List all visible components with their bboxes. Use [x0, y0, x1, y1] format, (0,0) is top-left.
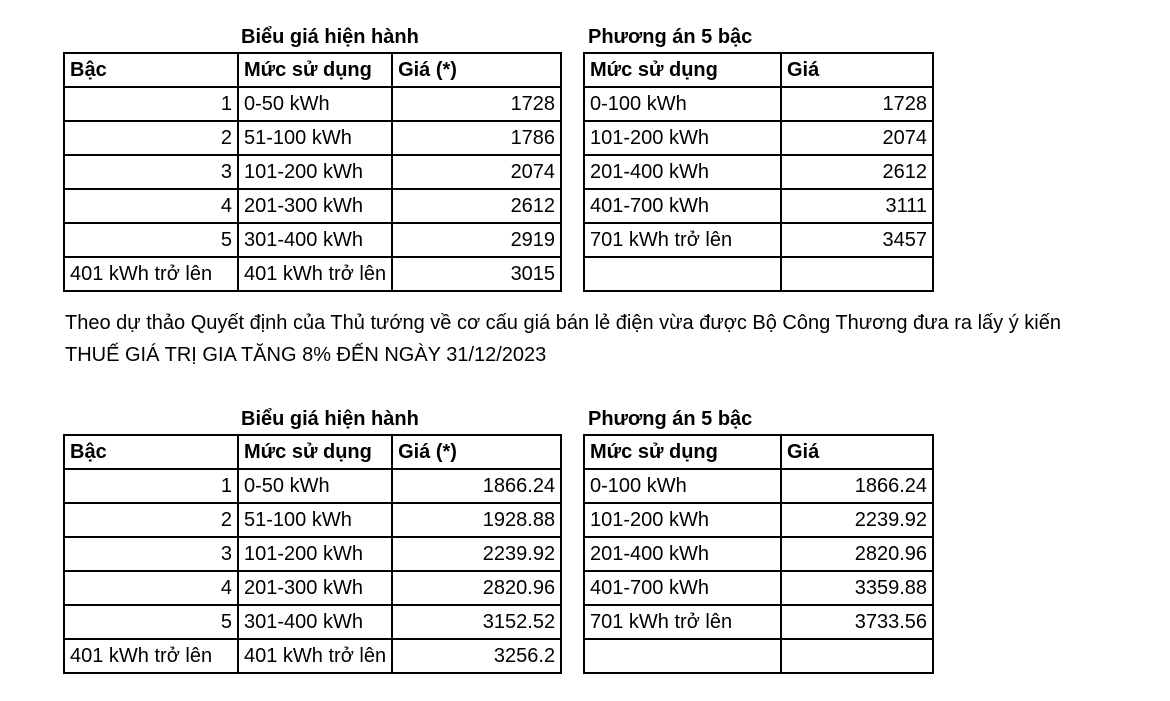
- table-cell: 101-200 kWh: [584, 121, 781, 155]
- column-header: Bậc: [64, 53, 238, 87]
- table-cell: 3359.88: [781, 571, 933, 605]
- table-cell: 2612: [392, 189, 561, 223]
- table-row: [584, 571, 933, 605]
- column-header: Bậc: [64, 435, 238, 469]
- table-cell: 5: [64, 605, 238, 639]
- header-row: [64, 53, 561, 87]
- table-cell: 1: [64, 87, 238, 121]
- table-cell: 1866.24: [392, 469, 561, 503]
- table-cell: 3256.2: [392, 639, 561, 673]
- table-title-current-tariff: Biểu giá hiện hành: [241, 26, 419, 48]
- table-cell: 2239.92: [781, 503, 933, 537]
- table-cell: 1928.88: [392, 503, 561, 537]
- table-row: [584, 503, 933, 537]
- table-row: [584, 469, 933, 503]
- table-cell: 201-400 kWh: [584, 537, 781, 571]
- table-cell: [584, 257, 781, 291]
- table-cell: 3: [64, 155, 238, 189]
- table-cell: 5: [64, 223, 238, 257]
- table-cell: 51-100 kWh: [238, 503, 392, 537]
- column-header: Mức sử dụng: [238, 435, 392, 469]
- table-cell: 2820.96: [392, 571, 561, 605]
- table-row: [64, 87, 561, 121]
- table-cell: 401-700 kWh: [584, 189, 781, 223]
- table-cell: 4: [64, 189, 238, 223]
- table-cell: 401-700 kWh: [584, 571, 781, 605]
- table-cell: 301-400 kWh: [238, 605, 392, 639]
- header-row: [584, 53, 933, 87]
- table-row: [64, 605, 561, 639]
- table-row: [584, 639, 933, 673]
- table-row: [64, 155, 561, 189]
- table-row: [64, 189, 561, 223]
- column-header: Giá (*): [392, 53, 561, 87]
- table-cell: 2919: [392, 223, 561, 257]
- table-cell: 701 kWh trở lên: [584, 605, 781, 639]
- table-cell: 0-100 kWh: [584, 87, 781, 121]
- table-cell: 2: [64, 503, 238, 537]
- table-row: [64, 571, 561, 605]
- table-row: [64, 121, 561, 155]
- table-row: [584, 155, 933, 189]
- column-header: Mức sử dụng: [584, 435, 781, 469]
- header-row: [584, 435, 933, 469]
- table-cell: 201-300 kWh: [238, 189, 392, 223]
- table-cell: 1786: [392, 121, 561, 155]
- table-cell: 401 kWh trở lên: [64, 257, 238, 291]
- column-header: Mức sử dụng: [238, 53, 392, 87]
- table-row: [64, 469, 561, 503]
- five-tier-plan-table: [583, 52, 934, 292]
- table-row: [584, 223, 933, 257]
- note-draft-decision: Theo dự thảo Quyết định của Thủ tướng về cơ cấu giá bán lẻ điện vừa được Bộ Công Thương đưa ra lấy ý kiến: [65, 312, 1061, 334]
- table-cell: 1866.24: [781, 469, 933, 503]
- table-cell: 2074: [392, 155, 561, 189]
- table-row: [64, 537, 561, 571]
- table-cell: 2: [64, 121, 238, 155]
- table-row: [64, 223, 561, 257]
- table-row: [584, 87, 933, 121]
- table-cell: 4: [64, 571, 238, 605]
- table-cell: 3457: [781, 223, 933, 257]
- table-cell: [781, 639, 933, 673]
- column-header: Mức sử dụng: [584, 53, 781, 87]
- table-cell: 701 kWh trở lên: [584, 223, 781, 257]
- table-title-five-tier-plan-vat: Phương án 5 bậc: [588, 408, 753, 430]
- table-cell: 2612: [781, 155, 933, 189]
- table-cell: 1: [64, 469, 238, 503]
- table-cell: 201-300 kWh: [238, 571, 392, 605]
- five-tier-plan-table-vat: [583, 434, 934, 674]
- table-title-five-tier-plan: Phương án 5 bậc: [588, 26, 753, 48]
- column-header: Giá: [781, 53, 933, 87]
- table-cell: 401 kWh trở lên: [64, 639, 238, 673]
- table-row: [584, 257, 933, 291]
- table-cell: 3015: [392, 257, 561, 291]
- table-cell: 2239.92: [392, 537, 561, 571]
- table-row: [584, 121, 933, 155]
- table-row: [64, 503, 561, 537]
- table-cell: 401 kWh trở lên: [238, 257, 392, 291]
- table-cell: 0-50 kWh: [238, 87, 392, 121]
- column-header: Giá (*): [392, 435, 561, 469]
- table-cell: 101-200 kWh: [584, 503, 781, 537]
- table-title-current-tariff-vat: Biểu giá hiện hành: [241, 408, 419, 430]
- table-cell: 201-400 kWh: [584, 155, 781, 189]
- table-cell: 101-200 kWh: [238, 155, 392, 189]
- header-row: [64, 435, 561, 469]
- table-cell: 3733.56: [781, 605, 933, 639]
- table-cell: 401 kWh trở lên: [238, 639, 392, 673]
- table-cell: 3111: [781, 189, 933, 223]
- table-cell: 101-200 kWh: [238, 537, 392, 571]
- note-vat-deadline: THUẾ GIÁ TRỊ GIA TĂNG 8% ĐẾN NGÀY 31/12/2023: [65, 344, 547, 366]
- table-row: [584, 605, 933, 639]
- table-cell: 2074: [781, 121, 933, 155]
- current-tariff-table-vat: [63, 434, 562, 674]
- table-cell: 3152.52: [392, 605, 561, 639]
- table-cell: 3: [64, 537, 238, 571]
- table-cell: 0-100 kWh: [584, 469, 781, 503]
- table-cell: 2820.96: [781, 537, 933, 571]
- table-row: [64, 639, 561, 673]
- table-cell: [781, 257, 933, 291]
- table-cell: 301-400 kWh: [238, 223, 392, 257]
- table-cell: 51-100 kWh: [238, 121, 392, 155]
- column-header: Giá: [781, 435, 933, 469]
- table-cell: 0-50 kWh: [238, 469, 392, 503]
- table-cell: 1728: [781, 87, 933, 121]
- table-row: [584, 537, 933, 571]
- table-cell: 1728: [392, 87, 561, 121]
- table-cell: [584, 639, 781, 673]
- table-row: [584, 189, 933, 223]
- current-tariff-table: [63, 52, 562, 292]
- table-row: [64, 257, 561, 291]
